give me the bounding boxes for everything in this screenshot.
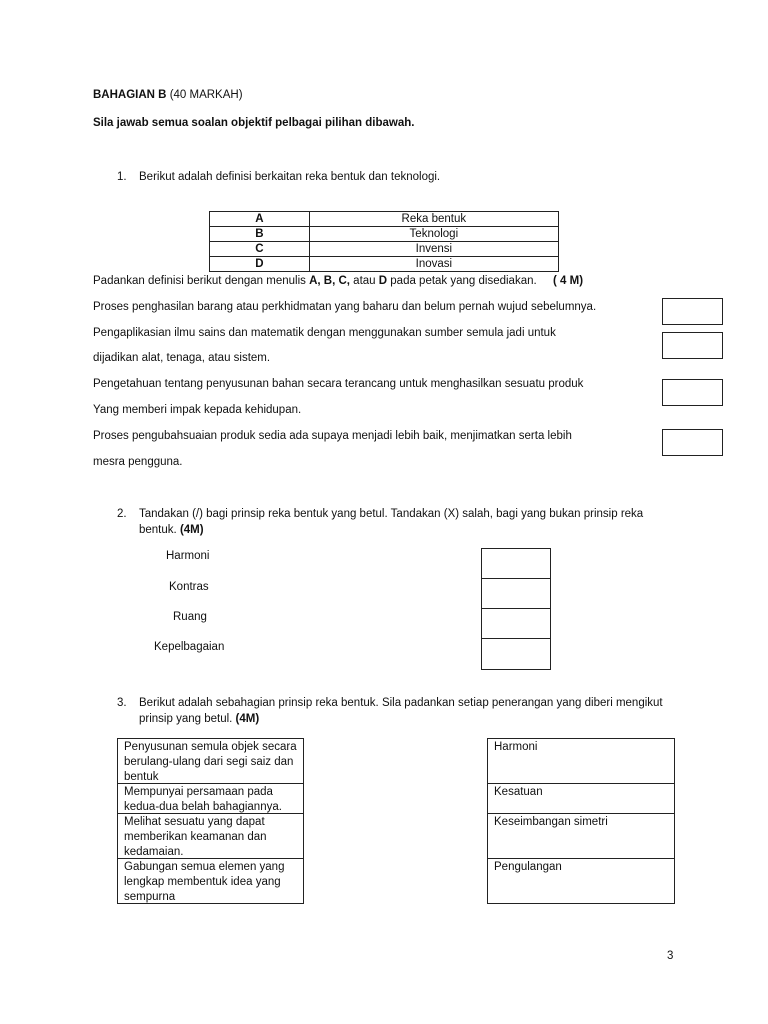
q3-text-line1: Berikut adalah sebahagian prinsip reka bentuk. Sila padankan setiap penerangan yang diberi mengikut	[139, 697, 663, 709]
section-title: BAHAGIAN B	[93, 89, 167, 101]
table-key: D	[210, 257, 310, 272]
table-row	[210, 242, 559, 257]
table-value: Teknologi	[309, 227, 558, 242]
match-text-post: pada petak yang disediakan.	[387, 275, 537, 287]
q3-number: 3.	[117, 697, 127, 709]
q3-principle-box: Keseimbangan simetri	[487, 813, 675, 859]
q2-item-label: Harmoni	[166, 550, 210, 562]
match-text-pre: Padankan definisi berikut dengan menulis	[93, 275, 310, 287]
q1-answer-box-2[interactable]	[662, 332, 723, 359]
section-instruction: Sila jawab semua soalan objektif pelbagai pilihan dibawah.	[93, 117, 415, 129]
q3-principle-box: Pengulangan	[487, 858, 675, 904]
q3-principle-box: Kesatuan	[487, 783, 675, 814]
table-value: Inovasi	[309, 257, 558, 272]
q3-description-box: Penyusunan semula objek secara berulang-ulang dari segi saiz dan bentuk	[117, 738, 304, 784]
q3-description-box: Mempunyai persamaan pada kedua-dua belah bahagiannya.	[117, 783, 304, 814]
table-row	[210, 257, 559, 272]
q1-code-table	[209, 211, 559, 272]
section-marks: (40 MARKAH)	[169, 89, 243, 101]
match-letters: A, B, C,	[309, 275, 350, 287]
q1-definition: Pengaplikasian ilmu sains dan matematik dengan menggunakan sumber semula jadi untuk	[93, 327, 556, 339]
match-letter-d: D	[378, 275, 388, 287]
q1-definition: mesra pengguna.	[93, 456, 183, 468]
q1-definition: dijadikan alat, tenaga, atau sistem.	[93, 352, 271, 364]
table-key: B	[210, 227, 310, 242]
table-key: C	[210, 242, 310, 257]
q1-answer-box-4[interactable]	[662, 429, 723, 456]
q2-marks: (4M)	[179, 524, 204, 536]
q3-marks: (4M)	[235, 713, 260, 725]
q2-text-bentuk: bentuk.	[139, 524, 177, 536]
q1-definition: Yang memberi impak kepada kehidupan.	[93, 404, 302, 416]
q1-match-instruction	[93, 275, 537, 287]
q3-text-line2	[139, 713, 259, 725]
q2-answer-box-3[interactable]	[481, 608, 551, 639]
table-value: Invensi	[309, 242, 558, 257]
q2-answer-box-2[interactable]	[481, 578, 551, 609]
q1-text: Berikut adalah definisi berkaitan reka bentuk dan teknologi.	[139, 171, 441, 183]
q3-description-box: Melihat sesuatu yang dapat memberikan keamanan dan kedamaian.	[117, 813, 304, 859]
q2-item-label: Kontras	[169, 581, 209, 593]
q3-description-box: Gabungan semua elemen yang lengkap membentuk idea yang sempurna	[117, 858, 304, 904]
table-row	[210, 212, 559, 227]
page-number: 3	[667, 950, 674, 962]
q2-item-label: Kepelbagaian	[154, 641, 225, 653]
q3-text-prinsip: prinsip yang betul.	[139, 713, 233, 725]
table-key: A	[210, 212, 310, 227]
q1-answer-box-3[interactable]	[662, 379, 723, 406]
q3-principle-box: Harmoni	[487, 738, 675, 784]
q2-text-line1: Tandakan (/) bagi prinsip reka bentuk yang betul. Tandakan (X) salah, bagi yang bukan prinsip reka	[139, 508, 644, 520]
q1-number: 1.	[117, 171, 127, 183]
q1-answer-box-1[interactable]	[662, 298, 723, 325]
q2-text-line2	[139, 524, 204, 536]
q2-item-label: Ruang	[173, 611, 207, 623]
table-row	[210, 227, 559, 242]
q1-definition: Proses penghasilan barang atau perkhidmatan yang baharu dan belum pernah wujud sebelumnya.	[93, 301, 597, 313]
q1-definition: Proses pengubahsuaian produk sedia ada supaya menjadi lebih baik, menjimatkan serta lebih	[93, 430, 572, 442]
table-value: Reka bentuk	[309, 212, 558, 227]
section-heading	[93, 89, 243, 101]
q1-definition: Pengetahuan tentang penyusunan bahan secara terancang untuk menghasilkan sesuatu produk	[93, 378, 584, 390]
q2-answer-box-4[interactable]	[481, 638, 551, 670]
q1-marks: ( 4 M)	[553, 275, 584, 287]
q2-answer-box-1[interactable]	[481, 548, 551, 579]
match-text-mid: atau	[349, 275, 379, 287]
q2-number: 2.	[117, 508, 127, 520]
